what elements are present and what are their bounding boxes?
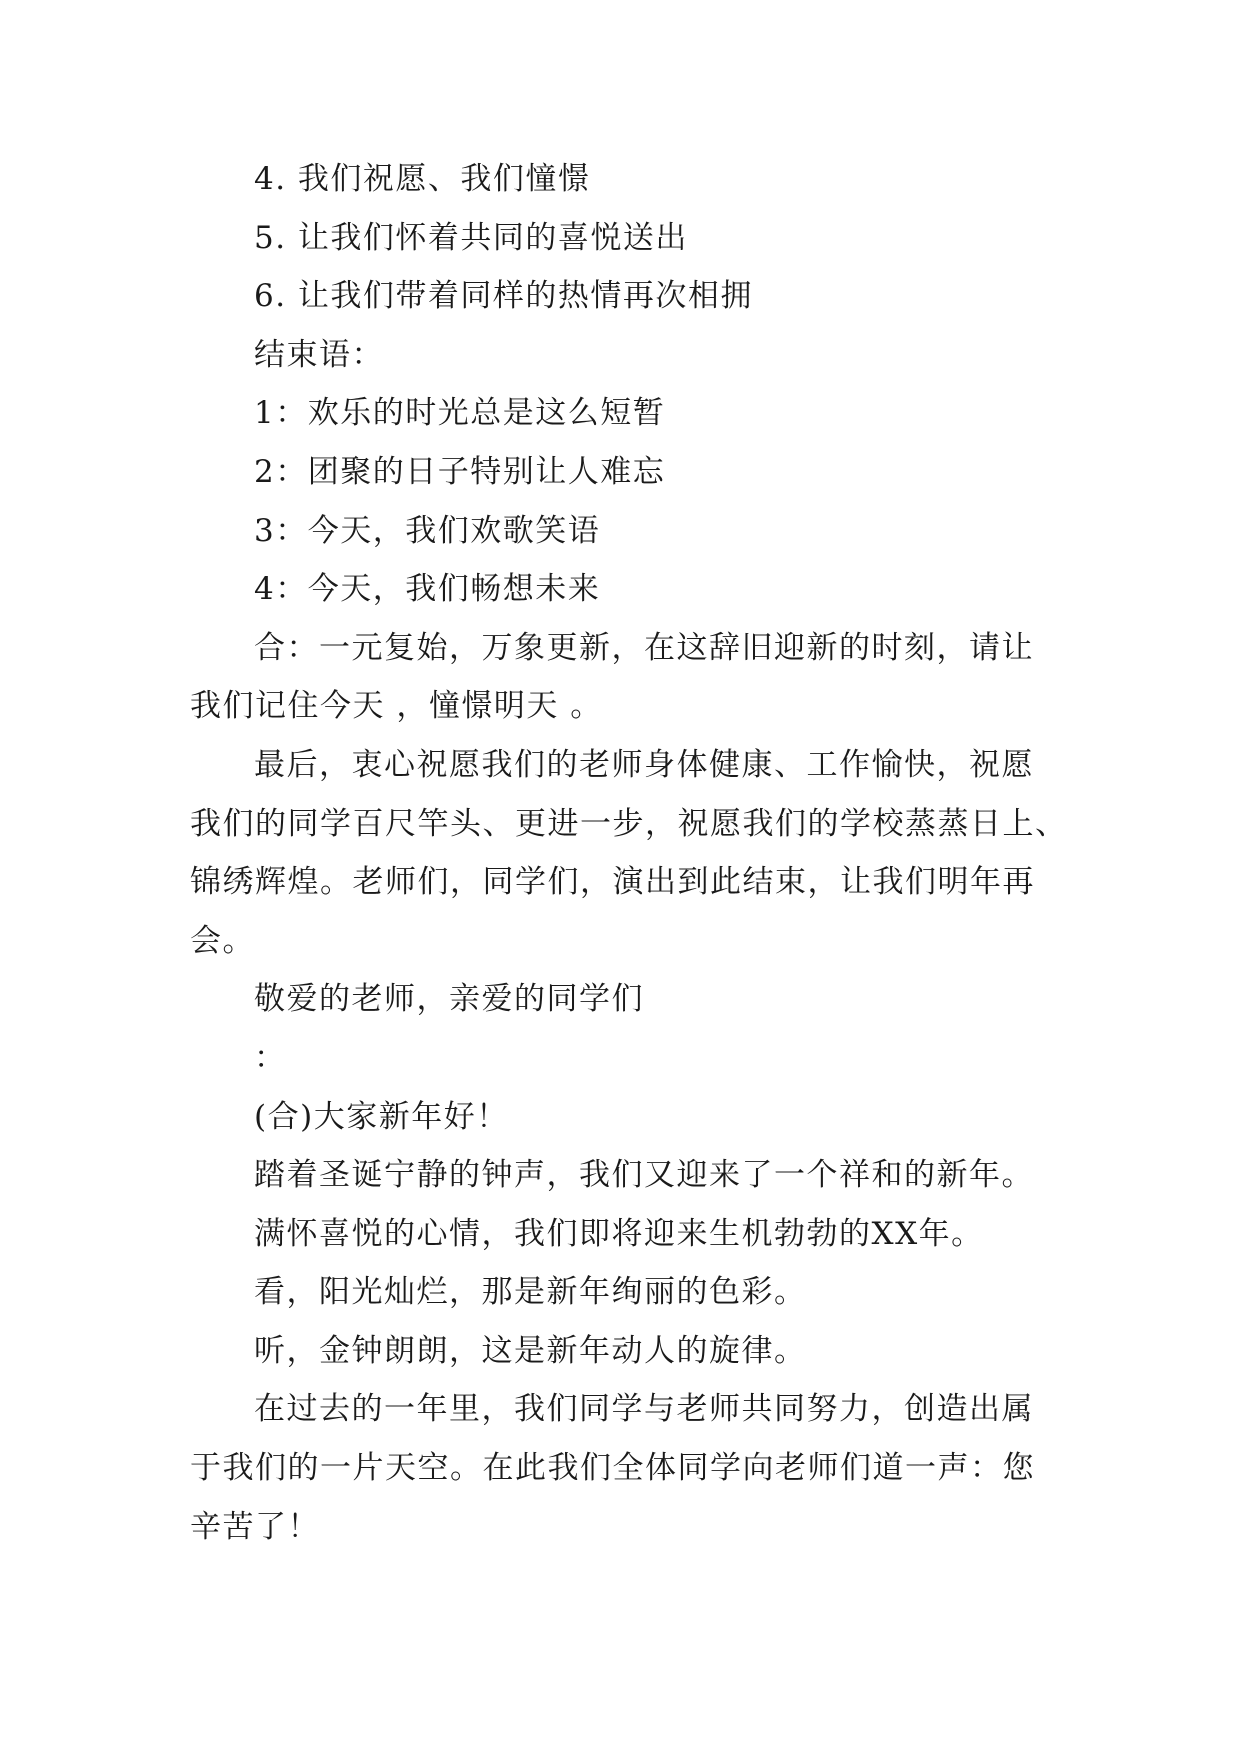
paragraph-line: 我们记住今天 ，憧憬明天 。 bbox=[190, 688, 603, 725]
document-page bbox=[190, 150, 1070, 1556]
text-line: 听，金钟朗朗，这是新年动人的旋律。 bbox=[254, 1332, 807, 1369]
text-line: 4. 我们祝愿、我们憧憬 bbox=[254, 161, 591, 197]
section-heading: 结束语： bbox=[254, 336, 384, 373]
paragraph-line: 我们的同学百尺竿头、更进一步，祝愿我们的学校蒸蒸日上、 bbox=[190, 805, 1068, 842]
text-line: 1：欢乐的时光总是这么短暂 bbox=[254, 395, 666, 432]
text-line: (合)大家新年好！ bbox=[254, 1098, 509, 1135]
greeting-line: 敬爱的老师，亲爱的同学们 bbox=[254, 981, 644, 1018]
paragraph-line: 最后，衷心祝愿我们的老师身体健康、工作愉快，祝愿 bbox=[254, 746, 1034, 783]
paragraph-line: 在过去的一年里，我们同学与老师共同努力，创造出属 bbox=[254, 1391, 1034, 1428]
text-line: 2：团聚的日子特别让人难忘 bbox=[254, 453, 666, 490]
paragraph-line: 会。 bbox=[190, 922, 255, 959]
greeting-colon: ： bbox=[254, 1039, 287, 1076]
paragraph-line: 辛苦了！ bbox=[190, 1508, 320, 1545]
text-line: 满怀喜悦的心情，我们即将迎来生机勃勃的XX年。 bbox=[254, 1215, 984, 1252]
text-line: 6. 让我们带着同样的热情再次相拥 bbox=[254, 278, 753, 315]
text-line: 3：今天，我们欢歌笑语 bbox=[254, 512, 601, 549]
paragraph-line: 于我们的一片天空。在此我们全体同学向老师们道一声：您 bbox=[190, 1450, 1035, 1487]
text-line: 4：今天，我们畅想未来 bbox=[254, 571, 601, 608]
paragraph-line: 锦绣辉煌。老师们，同学们，演出到此结束，让我们明年再 bbox=[190, 864, 1035, 901]
text-line: 踏着圣诞宁静的钟声，我们又迎来了一个祥和的新年。 bbox=[254, 1157, 1034, 1194]
paragraph-line: 合：一元复始，万象更新，在这辞旧迎新的时刻，请让 bbox=[254, 629, 1034, 666]
text-line: 看，阳光灿烂，那是新年绚丽的色彩。 bbox=[254, 1274, 807, 1311]
text-line: 5. 让我们怀着共同的喜悦送出 bbox=[254, 219, 688, 256]
